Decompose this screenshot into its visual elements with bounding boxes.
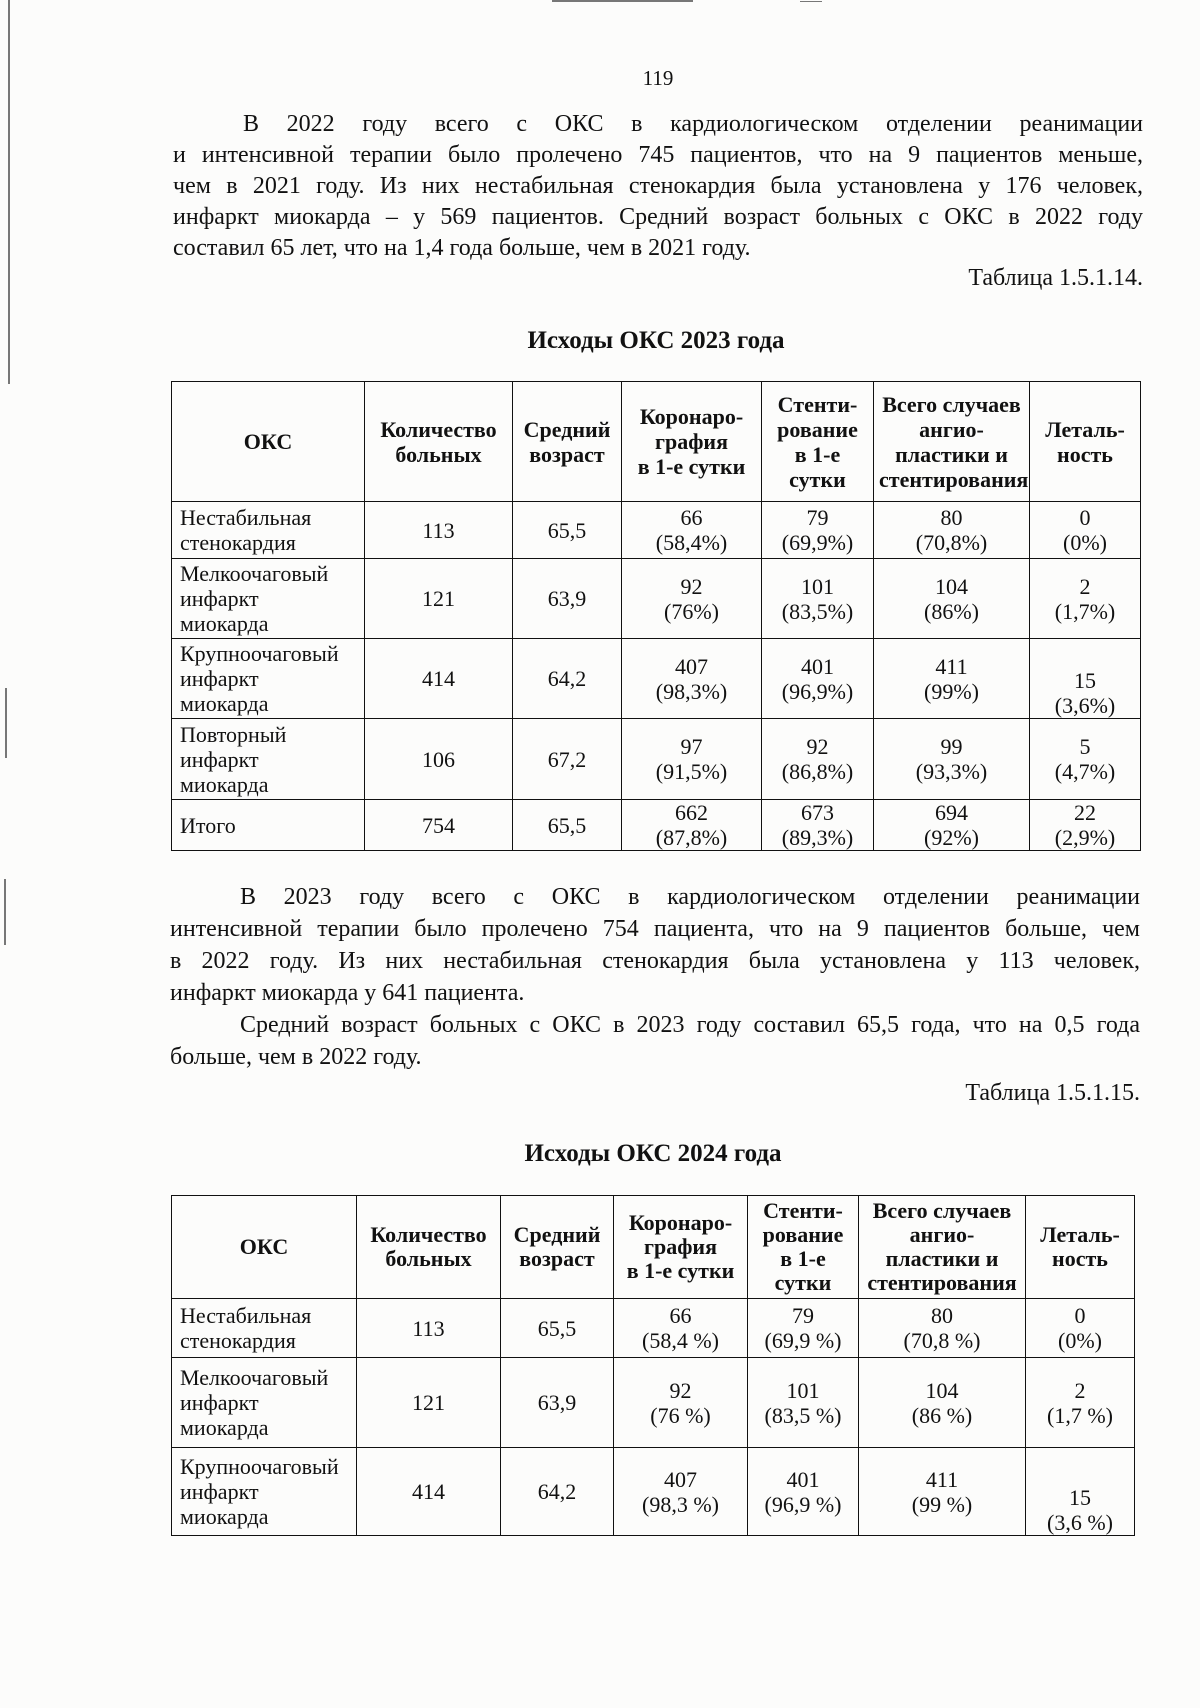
header-mean-age [501, 1196, 614, 1299]
cell-text: 113 [422, 517, 455, 543]
cell-text: (98,3%) [655, 678, 728, 704]
header-text: возраст [529, 441, 605, 467]
header-text: рование [762, 1222, 844, 1247]
cell-text: 121 [412, 1390, 445, 1415]
header-stenting [762, 382, 874, 502]
header-text: ОКС [239, 1234, 289, 1259]
paragraph-line: больше, чем в 2022 году. [170, 1044, 422, 1070]
cell-text: инфаркт [180, 586, 259, 611]
table-caption: Таблица 1.5.1.14. [968, 265, 1143, 291]
cell-text: 411 [935, 653, 968, 679]
cell-text: (2,9%) [1054, 825, 1116, 850]
cell-coronarography [622, 719, 762, 800]
cell-text: Мелкоочаговый [180, 1365, 329, 1390]
header-stenting [748, 1196, 859, 1299]
table-row [172, 1358, 1135, 1448]
cell-text: (83,5 %) [764, 1402, 842, 1428]
header-oks [172, 1196, 357, 1299]
cell-text: 101 [786, 1377, 820, 1403]
cell-patients-count [365, 559, 513, 639]
cell-text: (99%) [924, 678, 979, 704]
cell-mean-age [501, 1358, 614, 1448]
table-title: Исходы ОКС 2024 года [524, 1140, 782, 1167]
cell-text: (3,6%) [1054, 693, 1116, 718]
page-number: 119 [642, 66, 674, 90]
header-text: ангио- [909, 1222, 975, 1247]
cell-angioplasty-total [874, 502, 1030, 559]
header-text: Леталь- [1040, 1222, 1120, 1247]
cell-text: 22 [1074, 800, 1096, 825]
cell-coronarography [622, 559, 762, 639]
header-oks [172, 382, 365, 502]
cell-text: 67,2 [547, 746, 587, 772]
table-row [172, 639, 1141, 719]
cell-mean-age [513, 719, 622, 800]
cell-stenting [762, 559, 874, 639]
cell-text: 79 [792, 1303, 814, 1328]
cell-mean-age [513, 502, 622, 559]
cell-lethality [1026, 1448, 1135, 1536]
cell-text: Мелкоочаговый [180, 561, 329, 586]
cell-text: (4,7%) [1054, 759, 1116, 784]
cell-coronarography [614, 1299, 748, 1358]
intro-paragraph [173, 109, 1143, 264]
cell-patients-count [365, 800, 513, 851]
cell-text: (86%) [924, 598, 979, 624]
paragraph-line: в 2022 году. Из них нестабильная стенокардия была установлена у 113 человек, [170, 948, 1140, 974]
cell-text: (87,8%) [655, 825, 728, 850]
cell-text: (69,9%) [781, 530, 854, 555]
cell-text: (99 %) [911, 1491, 973, 1517]
cell-text: Крупноочаговый [180, 641, 339, 666]
header-text: стентирования [867, 1270, 1017, 1295]
header-text: графия [654, 429, 729, 454]
cell-text: (70,8 %) [903, 1328, 981, 1353]
cell-text: 63,9 [537, 1390, 577, 1415]
cell-angioplasty-total [874, 639, 1030, 719]
cell-patients-count [365, 719, 513, 800]
cell-oks [172, 502, 365, 559]
table-caption: Таблица 1.5.1.15. [965, 1080, 1140, 1106]
cell-text: миокарда [180, 691, 269, 716]
cell-text: 99 [940, 734, 963, 759]
header-text: сутки [774, 1270, 832, 1295]
cell-text: инфаркт [180, 1479, 259, 1504]
header-text: возраст [519, 1246, 595, 1271]
cell-stenting [748, 1299, 859, 1358]
header-text: Стенти- [777, 391, 858, 417]
cell-lethality [1026, 1358, 1135, 1448]
header-text: Всего случаев [882, 391, 1021, 417]
cell-text: 15 [1069, 1485, 1091, 1510]
header-mean-age [513, 382, 622, 502]
paragraph-line: интенсивной терапии было пролечено 754 пациента, что на 9 пациентов больше, чем [170, 916, 1140, 942]
cell-oks [172, 1358, 357, 1448]
cell-text: (76 %) [650, 1402, 711, 1428]
cell-patients-count [357, 1448, 501, 1536]
cell-text: (92%) [924, 825, 979, 850]
table-row [172, 719, 1141, 800]
cell-text: 414 [412, 1479, 445, 1504]
paragraph-line: В 2022 году всего с ОКС в кардиологическом отделении реанимации [243, 111, 1143, 137]
header-text: ОКС [243, 429, 293, 454]
cell-text: 401 [786, 1466, 820, 1492]
cell-text: 101 [801, 573, 834, 599]
cell-text: 15 [1074, 668, 1096, 693]
table-header-row [172, 382, 1141, 502]
table-outcomes-2023 [171, 381, 1141, 851]
header-text: в 1-е [780, 1246, 826, 1271]
scan-edge-line [8, 0, 10, 384]
header-patients-count [365, 382, 513, 502]
cell-angioplasty-total [874, 800, 1030, 851]
cell-coronarography [622, 800, 762, 851]
cell-text: (96,9 %) [764, 1491, 842, 1517]
cell-patients-count [357, 1358, 501, 1448]
scan-edge-line [4, 879, 6, 945]
cell-text: 65,5 [547, 812, 587, 838]
header-text: в 1-е сутки [626, 1258, 735, 1283]
cell-oks [172, 639, 365, 719]
header-text: больных [395, 441, 482, 467]
cell-text: (0%) [1058, 1328, 1102, 1353]
table-title: Исходы ОКС 2023 года [527, 327, 785, 354]
cell-text: 80 [931, 1303, 953, 1328]
cell-text: 401 [801, 653, 834, 679]
cell-lethality [1030, 502, 1141, 559]
header-text: Количество [380, 416, 497, 442]
cell-stenting [762, 800, 874, 851]
cell-text: стенокардия [180, 530, 296, 555]
paragraph-line: чем в 2021 году. Из них нестабильная стенокардия была установлена у 176 человек, [173, 173, 1143, 199]
cell-text: (1,7 %) [1047, 1402, 1113, 1428]
cell-oks [172, 800, 365, 851]
table-outcomes-2024 [171, 1195, 1135, 1536]
paragraph-line: составил 65 лет, что на 1,4 года больше, чем в 2021 году. [173, 235, 751, 261]
header-text: рование [777, 416, 858, 442]
cell-text: (0%) [1063, 530, 1107, 555]
cell-text: 2 [1074, 1377, 1086, 1403]
scan-edge-line [552, 0, 693, 2]
cell-angioplasty-total [859, 1299, 1026, 1358]
header-text: сутки [789, 466, 846, 492]
summary-paragraph [170, 881, 1140, 1073]
cell-stenting [748, 1448, 859, 1536]
cell-text: инфаркт [180, 1390, 259, 1415]
table-row [172, 800, 1141, 851]
cell-stenting [762, 502, 874, 559]
cell-text: 63,9 [547, 586, 587, 611]
cell-text: (98,3 %) [642, 1491, 719, 1517]
cell-text: Нестабильная [180, 1303, 312, 1328]
header-text: Всего случаев [872, 1198, 1012, 1223]
cell-text: 407 [664, 1466, 697, 1492]
cell-text: 104 [935, 573, 968, 599]
cell-lethality [1030, 639, 1141, 719]
header-text: пластики и [895, 441, 1008, 467]
cell-text: 113 [412, 1315, 445, 1341]
header-coronarography [614, 1196, 748, 1299]
cell-text: (58,4 %) [642, 1328, 719, 1353]
cell-angioplasty-total [874, 719, 1030, 800]
cell-text: (89,3%) [781, 825, 854, 850]
cell-text: 66 [669, 1303, 692, 1328]
cell-text: 92 [680, 573, 703, 599]
cell-text: 411 [925, 1466, 959, 1492]
cell-patients-count [365, 639, 513, 719]
cell-text: миокарда [180, 611, 269, 636]
cell-lethality [1030, 719, 1141, 800]
cell-mean-age [501, 1448, 614, 1536]
cell-angioplasty-total [874, 559, 1030, 639]
header-text: больных [385, 1246, 472, 1271]
header-text: Коронаро- [639, 404, 744, 429]
cell-text: 106 [422, 746, 455, 772]
header-lethality [1030, 382, 1141, 502]
cell-stenting [762, 639, 874, 719]
cell-text: (70,8%) [915, 530, 988, 555]
cell-text: 673 [801, 800, 834, 825]
header-text: Количество [370, 1222, 487, 1247]
cell-angioplasty-total [859, 1448, 1026, 1536]
cell-text: (58,4%) [655, 530, 728, 555]
cell-text: 80 [940, 505, 963, 530]
header-angioplasty-total [874, 382, 1030, 502]
cell-text: стенокардия [180, 1328, 296, 1353]
header-text: графия [643, 1234, 718, 1259]
cell-text: 65,5 [537, 1315, 577, 1341]
cell-patients-count [365, 502, 513, 559]
cell-text: 66 [680, 505, 703, 530]
cell-stenting [762, 719, 874, 800]
cell-oks [172, 1448, 357, 1536]
header-text: стентирования [879, 466, 1029, 492]
cell-text: 92 [669, 1377, 692, 1403]
header-angioplasty-total [859, 1196, 1026, 1299]
scan-edge-line [800, 1, 822, 2]
paragraph-line: Средний возраст больных с ОКС в 2023 году составил 65,5 года, что на 0,5 года [240, 1012, 1140, 1038]
cell-text: 407 [675, 653, 708, 679]
cell-text: 79 [806, 505, 829, 530]
cell-text: 414 [422, 666, 455, 691]
cell-text: (93,3%) [915, 759, 988, 784]
cell-text: 64,2 [547, 666, 587, 691]
cell-text: 694 [935, 800, 968, 825]
cell-mean-age [501, 1299, 614, 1358]
cell-lethality [1026, 1299, 1135, 1358]
cell-text: 65,5 [547, 517, 587, 543]
cell-text: (86 %) [911, 1402, 973, 1428]
scan-edge-line [5, 688, 7, 758]
header-text: в 1-е сутки [637, 454, 746, 479]
cell-text: (76%) [664, 598, 719, 624]
paragraph-line: и интенсивной терапии было пролечено 745 пациентов, что на 9 пациентов меньше, [173, 142, 1143, 168]
header-text: в 1-е [794, 441, 841, 467]
cell-text: 104 [925, 1377, 959, 1403]
header-text: пластики и [885, 1246, 999, 1271]
cell-stenting [748, 1358, 859, 1448]
cell-text: миокарда [180, 1504, 269, 1529]
cell-text: (69,9 %) [764, 1328, 842, 1353]
cell-angioplasty-total [859, 1358, 1026, 1448]
cell-lethality [1030, 559, 1141, 639]
cell-text: инфаркт [180, 746, 259, 772]
paragraph-line: инфаркт миокарда у 641 пациента. [170, 980, 525, 1006]
header-text: Леталь- [1045, 416, 1125, 442]
cell-mean-age [513, 559, 622, 639]
cell-mean-age [513, 639, 622, 719]
header-text: ность [1052, 1246, 1108, 1271]
cell-text: (1,7%) [1054, 598, 1116, 624]
table-row [172, 1448, 1135, 1536]
cell-text: (3,6 %) [1047, 1510, 1113, 1535]
cell-text: (91,5%) [655, 759, 728, 784]
header-coronarography [622, 382, 762, 502]
cell-oks [172, 559, 365, 639]
cell-text: 662 [675, 800, 708, 825]
cell-text: 64,2 [537, 1479, 577, 1504]
header-text: Средний [513, 1222, 601, 1247]
cell-text: Нестабильная [180, 505, 312, 530]
cell-text: 97 [680, 734, 703, 759]
cell-text: миокарда [180, 771, 269, 797]
header-lethality [1026, 1196, 1135, 1299]
cell-text: 0 [1074, 1303, 1086, 1328]
cell-coronarography [622, 639, 762, 719]
cell-coronarography [614, 1358, 748, 1448]
header-text: Стенти- [763, 1198, 843, 1223]
cell-text: Итого [180, 812, 236, 838]
cell-patients-count [357, 1299, 501, 1358]
cell-lethality [1030, 800, 1141, 851]
cell-text: (83,5%) [781, 598, 854, 624]
cell-coronarography [622, 502, 762, 559]
cell-mean-age [513, 800, 622, 851]
header-text: Коронаро- [628, 1210, 733, 1235]
cell-text: 92 [806, 734, 829, 759]
cell-text: Крупноочаговый [180, 1454, 339, 1479]
cell-text: (96,9%) [781, 678, 854, 704]
table-row [172, 1299, 1135, 1358]
cell-text: инфаркт [180, 666, 259, 691]
paragraph-line: В 2023 году всего с ОКС в кардиологическом отделении реанимации [240, 884, 1140, 910]
cell-oks [172, 1299, 357, 1358]
header-text: Средний [523, 416, 611, 442]
paragraph-line: инфаркт миокарда – у 569 пациентов. Средний возраст больных с ОКС в 2022 году [173, 204, 1143, 230]
cell-text: 121 [422, 586, 455, 611]
cell-text: Повторный [180, 721, 287, 747]
cell-text: 754 [422, 812, 455, 838]
cell-text: 5 [1079, 734, 1091, 759]
cell-text: 2 [1079, 573, 1091, 599]
cell-text: 0 [1079, 505, 1091, 530]
cell-text: (86,8%) [781, 759, 854, 784]
table-row [172, 559, 1141, 639]
header-patients-count [357, 1196, 501, 1299]
cell-oks [172, 719, 365, 800]
table-row [172, 502, 1141, 559]
header-text: ность [1057, 441, 1113, 467]
cell-text: миокарда [180, 1415, 269, 1440]
header-text: ангио- [919, 416, 984, 442]
cell-coronarography [614, 1448, 748, 1536]
table-header-row [172, 1196, 1135, 1299]
